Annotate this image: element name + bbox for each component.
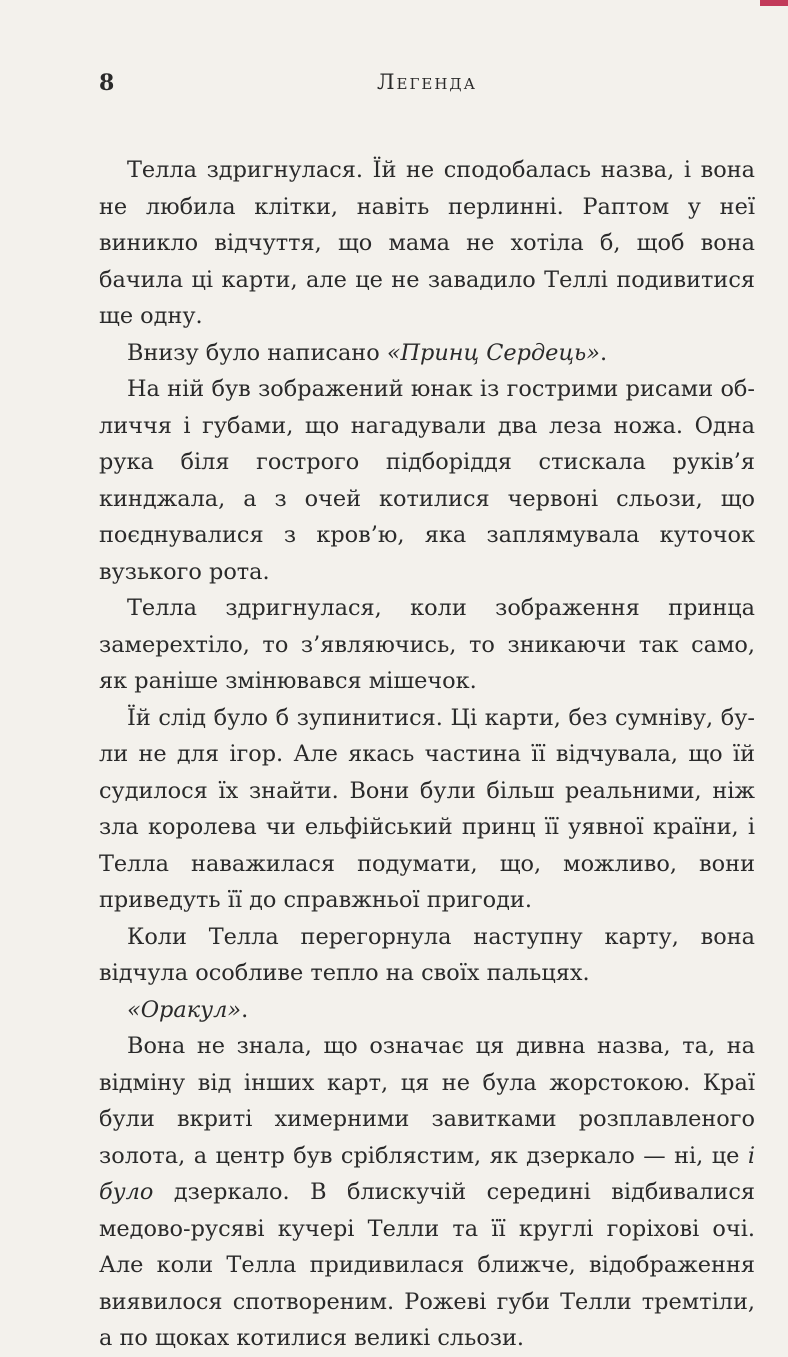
paragraph bbox=[99, 919, 755, 992]
paragraph bbox=[99, 152, 755, 335]
body-text bbox=[99, 152, 755, 1357]
paragraph bbox=[99, 335, 755, 372]
text-run: Внизу було написано bbox=[127, 339, 387, 366]
paragraph bbox=[99, 992, 755, 1029]
paragraph bbox=[99, 700, 755, 919]
paragraph bbox=[99, 590, 755, 700]
paragraph bbox=[99, 1028, 755, 1357]
italic-text: «Принц Сердець» bbox=[386, 339, 600, 366]
text-run: Їй слід було б зупинитися. Ці карти, без сумніву, були не для ігор. Але якась частина її відчувала, що їй судилося їх знайти. Вони були більш реальними, ніж зла королева чи ельфійський принц її уявної країни, і Телла наважилася подумати, що, можливо, вони приведуть її до справжньої пригоди. bbox=[99, 704, 755, 913]
italic-text: «Оракул» bbox=[127, 996, 242, 1023]
book-page bbox=[99, 60, 755, 1351]
italic-text: і було bbox=[99, 1142, 755, 1205]
text-run: Вона не знала, що означає ця дивна назва, та, на відміну від інших карт, ця не була жорстокою. Краї були вкриті химерними завитками розплавленого золота, а центр був сріблястим, як дзеркало — ні, це bbox=[99, 1033, 755, 1169]
page-header bbox=[99, 60, 755, 100]
paragraph bbox=[99, 371, 755, 590]
running-title: Легенда bbox=[377, 70, 477, 94]
text-run: На ній був зображений юнак із гострими рисами обличчя і губами, що нагадували два леза ножа. Одна рука біля гострого підборіддя стискала руків’я кинджала, а з очей котилися червоні сльози, що поєднувалися з кров’ю, яка заплямувала куточок вузького рота. bbox=[99, 376, 755, 585]
text-run: дзеркало. В блискучій середині відбивалися медово-русяві кучері Телли та її круглі горіхові очі. Але коли Телла придивилася ближче, відображення виявилося спотвореним. Рожеві губи Телли тремтіли, а по щоках котилися великі сльози. bbox=[99, 1179, 755, 1351]
page-edge-marker bbox=[760, 0, 788, 6]
text-run: Телла здригнулася, коли зображення принца замерехтіло, то з’являючись, то зникаючи так само, як раніше змінювався мішечок. bbox=[99, 595, 755, 694]
text-run: . bbox=[241, 996, 249, 1023]
text-run: Коли Телла перегорнула наступну карту, вона відчула особливе тепло на своїх пальцях. bbox=[99, 923, 755, 986]
page-number: 8 bbox=[99, 70, 115, 96]
text-run: . bbox=[599, 339, 608, 366]
text-run: Телла здригнулася. Їй не сподобалась назва, і вона не любила клітки, навіть перлинні. Раптом у неї виникло відчуття, що мама не хотіла б, щоб вона бачила ці карти, але це не завадило Теллі подивитися ще одну. bbox=[99, 157, 755, 329]
